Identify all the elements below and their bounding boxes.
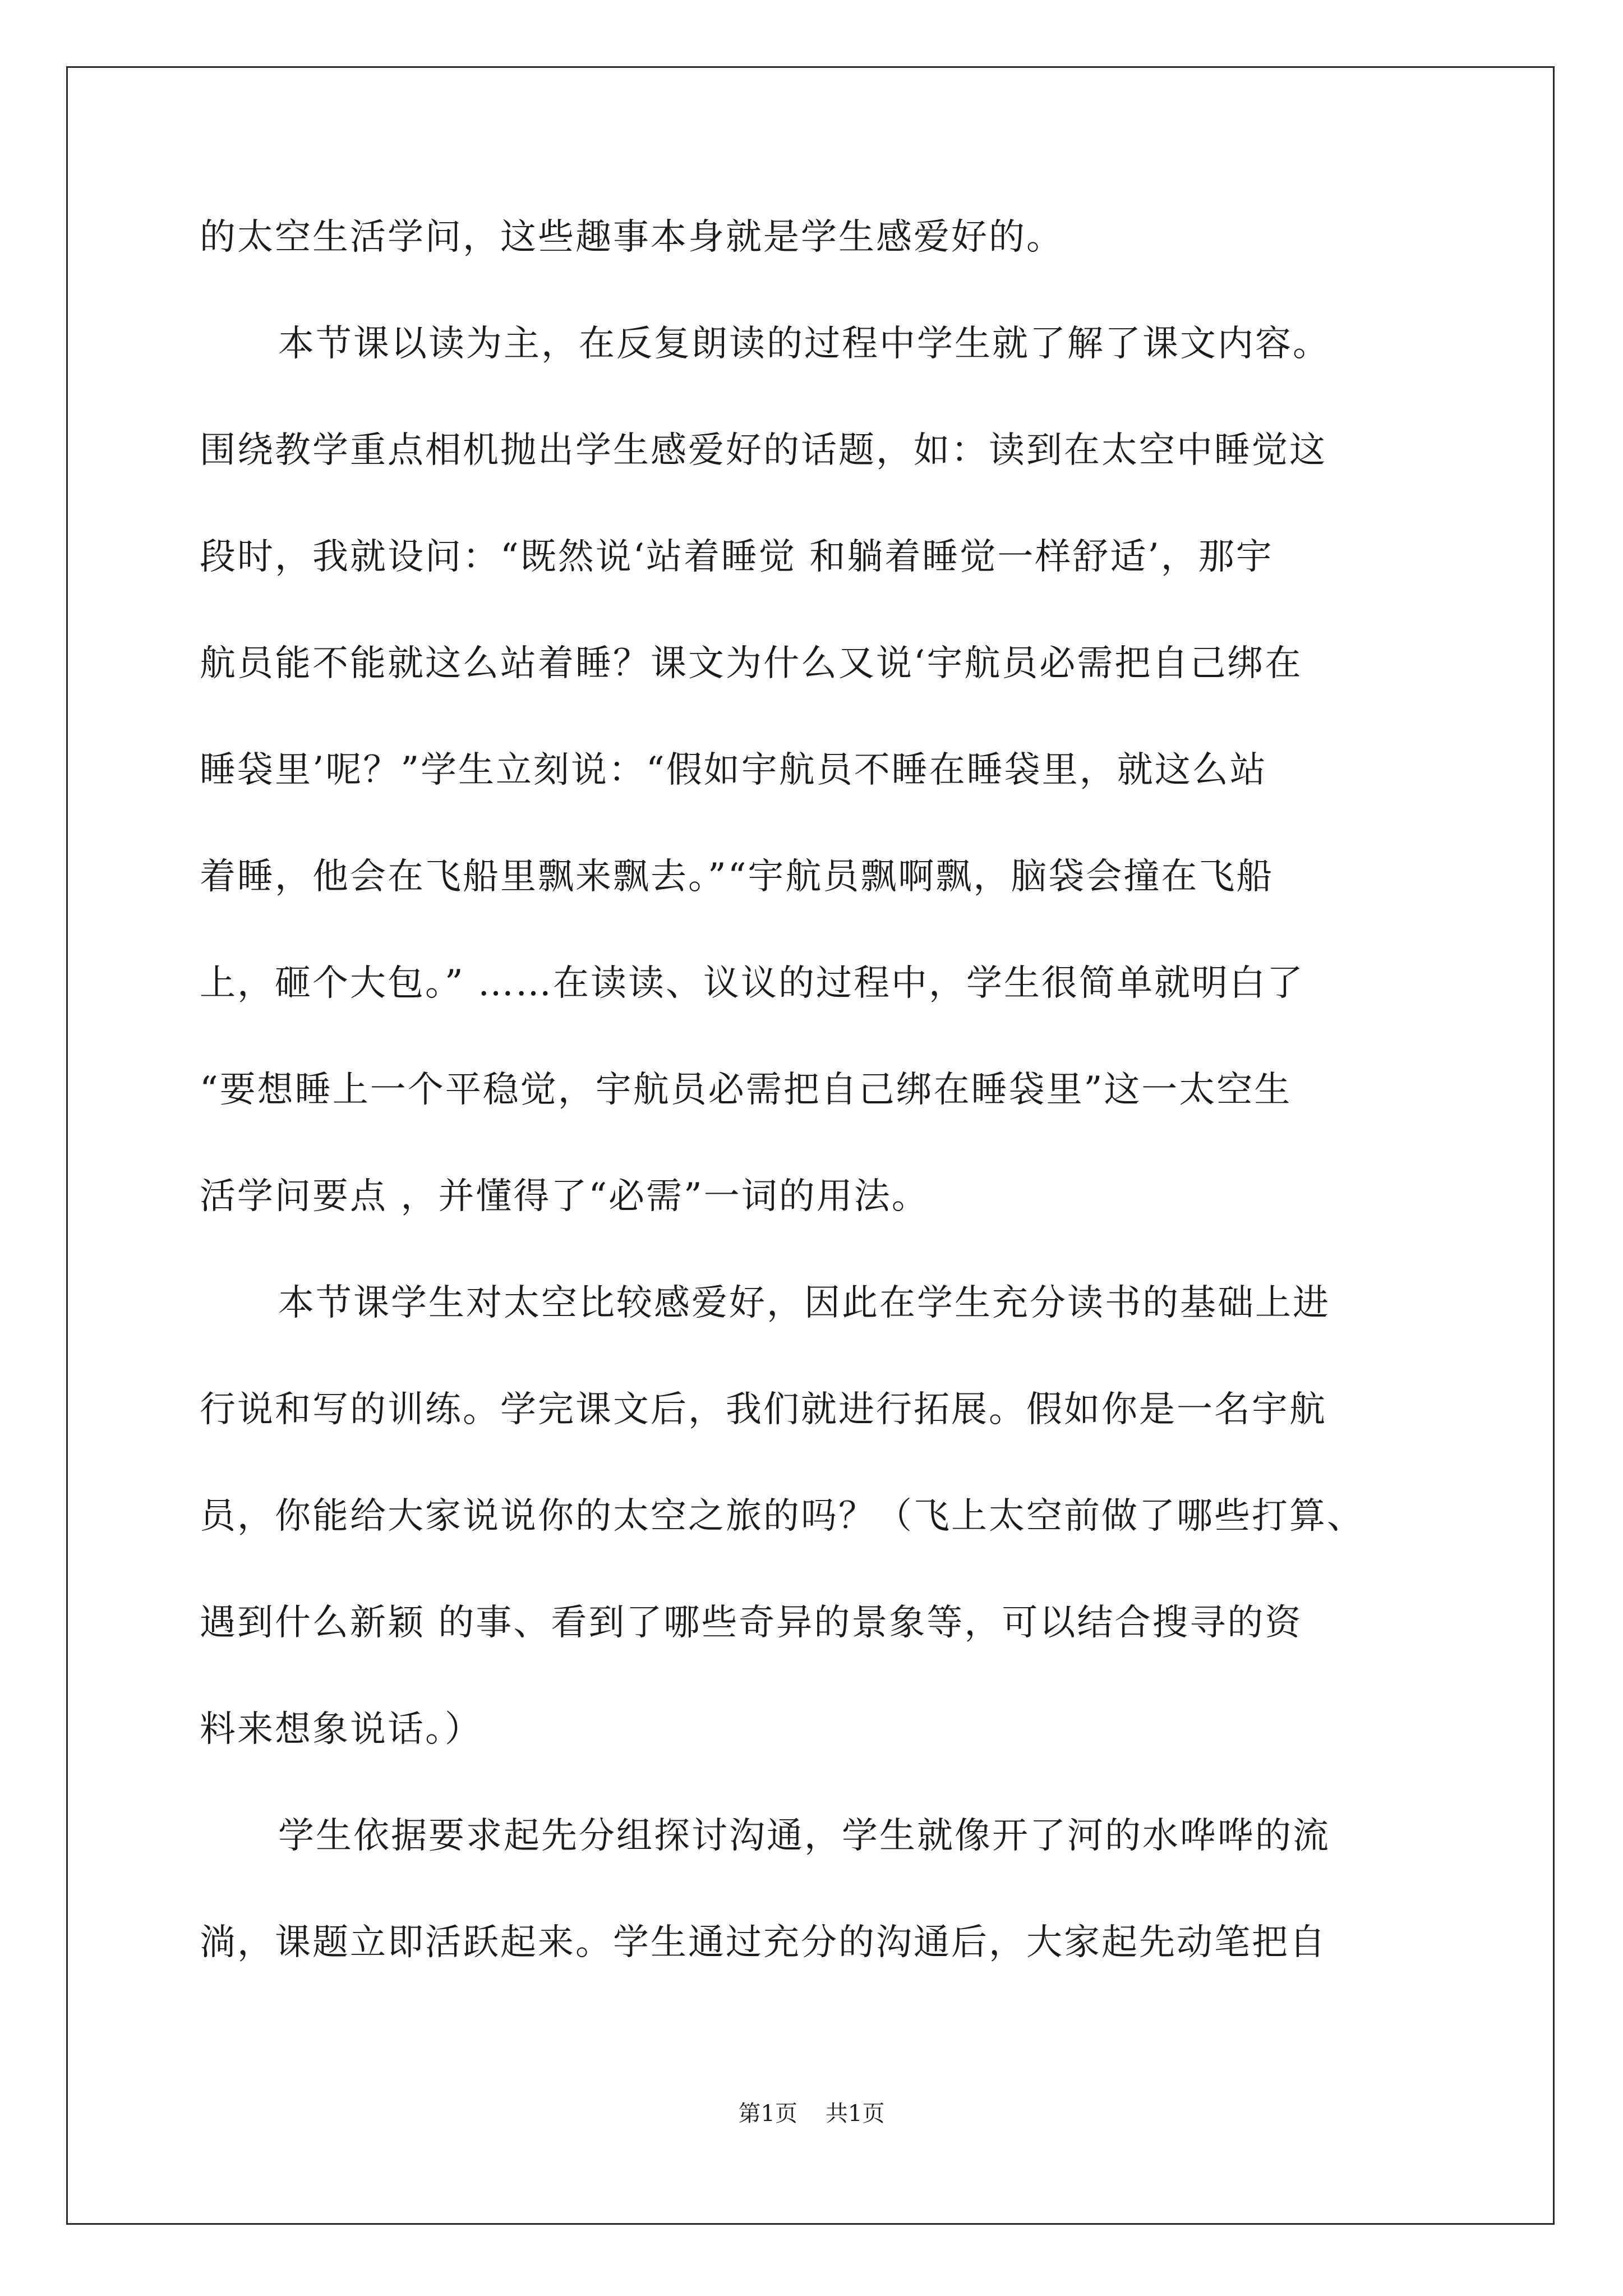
text-line-13: 员，你能给大家说说你的太空之旅的吗？（飞上太空前做了哪些打算、 bbox=[200, 1496, 1364, 1537]
page-footer bbox=[0, 2098, 1623, 2129]
text-line-9: “要想睡上一个平稳觉，宇航员必需把自己绑在睡袋里”这一太空生 bbox=[200, 1069, 1292, 1111]
text-line-14: 遇到什么新颖 的事、看到了哪些奇异的景象等，可以结合搜寻的资 bbox=[200, 1602, 1303, 1644]
page-number-total: 共1页 bbox=[826, 2101, 885, 2127]
page-number-current: 第1页 bbox=[738, 2101, 797, 2127]
text-line-8: 上，砸个大包。” ……在读读、议议的过程中，学生很简单就明白了 bbox=[200, 963, 1305, 1004]
text-line-3: 围绕教学重点相机抛出学生感爱好的话题，如：读到在太空中睡觉这 bbox=[200, 430, 1327, 471]
text-line-4: 段时，我就设问：“既然说‘站着睡觉 和躺着睡觉一样舒适’，那宇 bbox=[200, 536, 1274, 578]
text-line-11: 本节课学生对太空比较感爱好，因此在学生充分读书的基础上进 bbox=[278, 1282, 1330, 1324]
text-line-10: 活学问要点 ，并懂得了“必需”一词的用法。 bbox=[200, 1176, 929, 1217]
text-line-1: 的太空生活学问，这些趣事本身就是学生感爱好的。 bbox=[200, 217, 1064, 258]
document-body bbox=[200, 210, 1467, 2022]
text-line-17: 淌，课题立即活跃起来。学生通过充分的沟通后，大家起先动笔把自 bbox=[200, 1922, 1327, 1963]
text-line-15: 料来想象说话。） bbox=[200, 1709, 482, 1750]
text-line-2: 本节课以读为主，在反复朗读的过程中学生就了解了课文内容。 bbox=[278, 323, 1330, 365]
text-line-7: 着睡，他会在飞船里飘来飘去。”“宇航员飘啊飘，脑袋会撞在飞船 bbox=[200, 856, 1274, 898]
text-line-5: 航员能不能就这么站着睡？课文为什么又说‘宇航员必需把自己绑在 bbox=[200, 643, 1303, 684]
text-line-12: 行说和写的训练。学完课文后，我们就进行拓展。假如你是一名宇航 bbox=[200, 1389, 1327, 1430]
text-line-6: 睡袋里’呢？”学生立刻说：“假如宇航员不睡在睡袋里，就这么站 bbox=[200, 749, 1267, 791]
text-line-16: 学生依据要求起先分组探讨沟通，学生就像开了河的水哗哗的流 bbox=[278, 1815, 1330, 1857]
